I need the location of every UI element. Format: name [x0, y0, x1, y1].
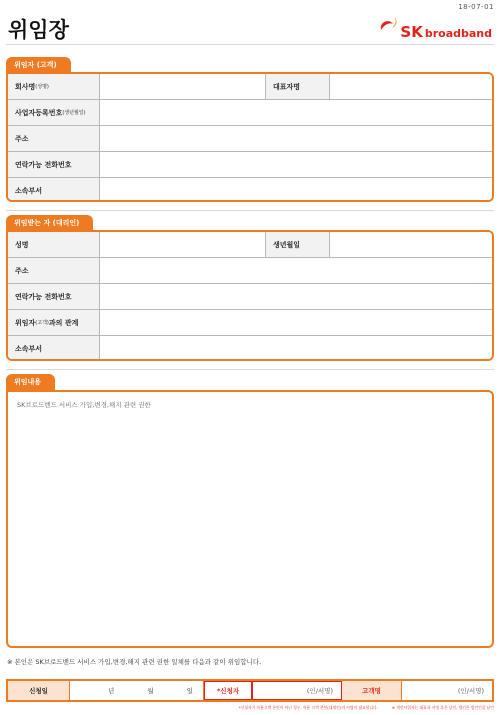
delegator-address-row — [8, 126, 492, 152]
delegate-name-row — [8, 232, 492, 258]
date-field[interactable] — [70, 681, 204, 700]
delegator-phone-row — [8, 152, 492, 178]
delegate-address-field[interactable] — [100, 258, 492, 283]
delegate-name-label: 성명 — [8, 232, 100, 257]
delegate-dept-label: 소속부서 — [8, 336, 100, 361]
content-text: SK브로드밴드 서비스 가입,변경,해지 관련 권한 — [17, 401, 151, 409]
dept-label: 소속부서 — [8, 178, 100, 202]
delegate-address-label: 주소 — [8, 258, 100, 283]
section-divider-2 — [6, 369, 494, 370]
delegate-address-row — [8, 258, 492, 284]
logo-sk-text: SK — [400, 23, 423, 41]
header-divider — [6, 44, 494, 45]
dept-field[interactable] — [100, 178, 492, 202]
relation-label: 위임자 (고객) 과의 관계 — [8, 310, 100, 335]
delegate-phone-field[interactable] — [100, 284, 492, 309]
delegate-relation-row — [8, 310, 492, 336]
phone-field[interactable] — [100, 152, 492, 177]
birth-label: 생년월일 — [266, 232, 330, 257]
logo-broadband-text: broadband — [424, 27, 492, 40]
content-section-tab: 위임내용 — [6, 374, 55, 390]
delegation-notice: ※ 본인은 SK브로드밴드 서비스 가입,변경,해지 관련 권한 일체를 다음과 같이 위임합니다. — [7, 658, 262, 666]
content-textarea[interactable] — [6, 390, 494, 648]
company-field[interactable] — [100, 74, 266, 99]
footnote-right: ※ 개인사업자는 대표자 서명 혹은 날인, 법인은 법인인감 날인 — [391, 705, 494, 710]
delegate-name-field[interactable] — [100, 232, 266, 257]
applicant-signature-field[interactable]: (인/서명) — [252, 681, 342, 700]
delegate-dept-row — [8, 336, 492, 361]
ceo-field[interactable] — [330, 74, 492, 99]
delegator-dept-row — [8, 178, 492, 202]
delegate-section — [6, 230, 494, 361]
year-label: 년 — [108, 687, 115, 695]
delegator-bizno-row — [8, 100, 492, 126]
sk-butterfly-icon — [377, 16, 399, 40]
ceo-label: 대표자명 — [266, 74, 330, 99]
delegate-phone-label: 연락가능 전화번호 — [8, 284, 100, 309]
customer-label: 고객명 — [342, 681, 402, 700]
delegator-section-tab: 위임자 (고객) — [6, 57, 71, 73]
section-divider-1 — [6, 210, 494, 211]
sk-broadband-logo — [377, 16, 492, 40]
bizno-label: 사업자등록번호 (생년월일) — [8, 100, 100, 125]
month-label: 월 — [147, 687, 154, 695]
document-code: 18-07-01 — [458, 3, 494, 11]
date-label: 신청일 — [8, 681, 70, 700]
bizno-field[interactable] — [100, 100, 492, 125]
birth-field[interactable] — [330, 232, 492, 257]
applicant-label: *신청자 — [204, 681, 252, 700]
delegate-section-tab: 위임받는 자 (대리인) — [6, 215, 93, 231]
delegator-company-row — [8, 74, 492, 100]
address-field[interactable] — [100, 126, 492, 151]
phone-label: 연락가능 전화번호 — [8, 152, 100, 177]
footnote — [225, 705, 494, 711]
company-label: 회사명 (성명) — [8, 74, 100, 99]
signature-bar — [6, 679, 494, 702]
delegate-phone-row — [8, 284, 492, 310]
day-label: 일 — [186, 687, 193, 695]
delegator-section — [6, 72, 494, 202]
footnote-left: *신청자가 이용고객 본인이 아닌 경우, 이용 고객 본인(대개인)의 서명이 필요합니다. — [238, 705, 378, 710]
page-title: 위임장 — [8, 18, 69, 42]
customer-signature-field[interactable]: (인/서명) — [457, 687, 484, 695]
relation-field[interactable] — [100, 310, 492, 335]
delegate-dept-field[interactable] — [100, 336, 492, 361]
address-label: 주소 — [8, 126, 100, 151]
